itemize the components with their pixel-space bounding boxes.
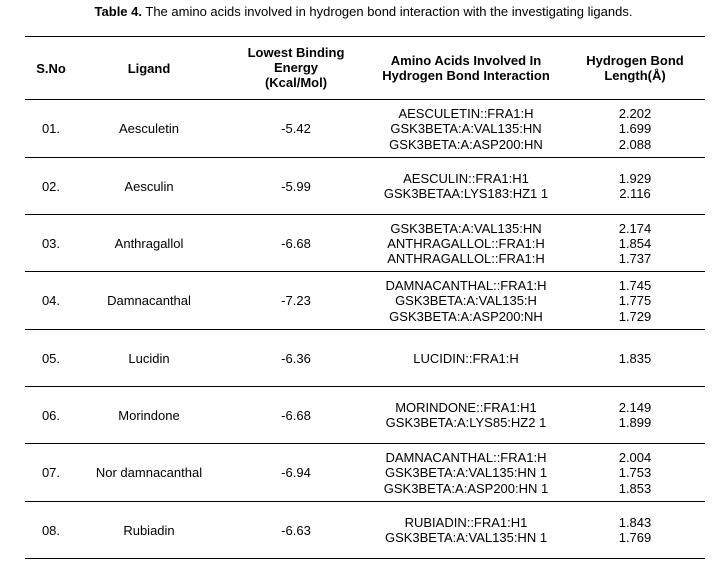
cell-energy-line: -5.99 xyxy=(281,178,311,194)
cell-amino-line: GSK3BETA:A:VAL135:H xyxy=(395,293,537,309)
caption-label: Table 4. xyxy=(94,4,142,19)
cell-length-line: 1.835 xyxy=(618,350,652,366)
cell-sno-line: 03. xyxy=(41,235,61,251)
header-energy-line: Energy xyxy=(273,60,319,75)
cell-ligand-line: Lucidin xyxy=(128,350,170,366)
cell-length-line: 2.174 xyxy=(618,220,652,236)
cell-amino-line: GSK3BETA:A:VAL135:HN xyxy=(390,220,542,236)
cell-length-line: 2.202 xyxy=(618,106,652,122)
table-caption xyxy=(0,4,727,20)
cell-sno-line: 02. xyxy=(41,178,61,194)
cell-amino-line: GSK3BETAA:LYS183:HZ1 1 xyxy=(383,186,549,202)
cell-sno xyxy=(25,179,77,194)
cell-amino-line: GSK3BETA:A:VAL135:HN 1 xyxy=(384,530,548,546)
cell-ligand-line: Aesculetin xyxy=(119,121,179,137)
header-amino-line: Amino Acids Involved In xyxy=(390,53,542,68)
cell-amino-line: GSK3BETA:A:ASP200:HN 1 xyxy=(383,480,549,496)
cell-amino-line: LUCIDIN::FRA1:H xyxy=(413,350,519,366)
cell-length-line: 1.737 xyxy=(618,251,652,267)
cell-length-line: 2.088 xyxy=(618,136,652,152)
header-length-line: Hydrogen Bond xyxy=(586,53,684,68)
cell-sno xyxy=(25,293,77,308)
cell-energy-line: -7.23 xyxy=(281,293,311,309)
cell-sno xyxy=(25,465,77,480)
cell-energy xyxy=(232,351,360,366)
cell-energy xyxy=(232,293,360,308)
cell-amino xyxy=(362,278,570,324)
cell-length xyxy=(570,221,700,267)
cell-ligand xyxy=(84,236,214,251)
header-energy xyxy=(232,45,360,90)
cell-sno xyxy=(25,351,77,366)
header-energy-line: Lowest Binding xyxy=(247,45,345,60)
cell-ligand xyxy=(84,179,214,194)
cell-sno-line: 04. xyxy=(41,293,61,309)
cell-length xyxy=(570,278,700,324)
cell-length-line: 2.004 xyxy=(618,450,652,466)
cell-length xyxy=(570,400,700,431)
cell-energy xyxy=(232,236,360,251)
header-length xyxy=(570,53,700,83)
cell-ligand xyxy=(84,121,214,136)
header-bottom-rule xyxy=(25,99,705,100)
cell-amino xyxy=(362,351,570,366)
cell-length-line: 1.699 xyxy=(618,121,652,137)
cell-length-line: 1.729 xyxy=(618,308,652,324)
row-divider xyxy=(25,271,705,272)
cell-length-line: 1.753 xyxy=(618,465,652,481)
cell-amino-line: GSK3BETA:A:VAL135:HN 1 xyxy=(384,465,548,481)
cell-ligand-line: Damnacanthal xyxy=(107,293,191,309)
row-divider xyxy=(25,558,705,559)
cell-energy xyxy=(232,179,360,194)
cell-ligand xyxy=(84,465,214,480)
cell-ligand-line: Nor damnacanthal xyxy=(95,465,203,481)
cell-amino-line: AESCULETIN::FRA1:H xyxy=(398,106,534,122)
cell-ligand xyxy=(84,351,214,366)
cell-length-line: 1.769 xyxy=(618,530,652,546)
cell-length xyxy=(570,515,700,546)
cell-length xyxy=(570,351,700,366)
row-divider xyxy=(25,214,705,215)
cell-sno xyxy=(25,523,77,538)
cell-amino xyxy=(362,106,570,152)
cell-sno xyxy=(25,121,77,136)
cell-length-line: 1.853 xyxy=(618,480,652,496)
row-divider xyxy=(25,329,705,330)
cell-length xyxy=(570,450,700,496)
cell-amino xyxy=(362,515,570,546)
cell-energy-line: -6.68 xyxy=(281,407,311,423)
cell-sno xyxy=(25,408,77,423)
cell-amino-line: ANTHRAGALLOL::FRA1:H xyxy=(387,251,545,267)
row-divider xyxy=(25,501,705,502)
cell-energy-line: -6.36 xyxy=(281,350,311,366)
cell-ligand-line: Anthragallol xyxy=(114,235,184,251)
cell-length xyxy=(570,106,700,152)
cell-length xyxy=(570,171,700,202)
cell-sno-line: 06. xyxy=(41,407,61,423)
cell-sno-line: 05. xyxy=(41,350,61,366)
cell-ligand-line: Aesculin xyxy=(124,178,174,194)
cell-amino-line: ANTHRAGALLOL::FRA1:H xyxy=(387,235,545,251)
cell-length-line: 1.843 xyxy=(618,515,652,531)
cell-sno-line: 01. xyxy=(41,121,61,137)
cell-energy-line: -6.94 xyxy=(281,465,311,481)
cell-sno-line: 07. xyxy=(41,465,61,481)
cell-amino-line: GSK3BETA:A:LYS85:HZ2 1 xyxy=(385,415,547,431)
cell-amino-line: AESCULIN::FRA1:H1 xyxy=(403,171,529,187)
cell-amino-line: RUBIADIN::FRA1:H1 xyxy=(404,515,528,531)
header-length-line: Length(Å) xyxy=(604,68,666,83)
cell-energy xyxy=(232,408,360,423)
cell-energy xyxy=(232,523,360,538)
cell-amino-line: DAMNACANTHAL::FRA1:H xyxy=(385,450,547,466)
cell-amino-line: GSK3BETA:A:VAL135:HN xyxy=(390,121,542,137)
cell-length-line: 1.745 xyxy=(618,278,652,294)
cell-energy-line: -6.68 xyxy=(281,235,311,251)
cell-amino xyxy=(362,171,570,202)
cell-energy xyxy=(232,465,360,480)
row-divider xyxy=(25,386,705,387)
header-amino xyxy=(362,53,570,83)
cell-amino-line: GSK3BETA:A:ASP200:NH xyxy=(389,308,543,324)
cell-length-line: 1.775 xyxy=(618,293,652,309)
cell-amino-line: MORINDONE::FRA1:H1 xyxy=(395,400,537,416)
cell-energy xyxy=(232,121,360,136)
cell-sno-line: 08. xyxy=(41,522,61,538)
cell-energy-line: -6.63 xyxy=(281,522,311,538)
cell-length-line: 1.899 xyxy=(618,415,652,431)
header-sno: S.No xyxy=(36,61,66,76)
cell-length-line: 1.854 xyxy=(618,235,652,251)
cell-length-line: 2.149 xyxy=(618,400,652,416)
cell-length-line: 1.929 xyxy=(618,171,652,187)
cell-amino xyxy=(362,221,570,267)
cell-ligand xyxy=(84,523,214,538)
row-divider xyxy=(25,443,705,444)
cell-ligand-line: Rubiadin xyxy=(123,522,175,538)
cell-length-line: 2.116 xyxy=(619,186,651,202)
cell-sno xyxy=(25,236,77,251)
cell-ligand xyxy=(84,408,214,423)
caption-text: The amino acids involved in hydrogen bond interaction with the investigating ligands. xyxy=(142,4,633,19)
header-amino-line: Hydrogen Bond Interaction xyxy=(382,68,550,83)
cell-amino-line: DAMNACANTHAL::FRA1:H xyxy=(385,278,547,294)
cell-amino-line: GSK3BETA:A:ASP200:HN xyxy=(389,136,543,152)
table-top-rule xyxy=(25,36,705,37)
header-ligand: Ligand xyxy=(127,61,171,76)
cell-ligand-line: Morindone xyxy=(118,407,180,423)
cell-ligand xyxy=(84,293,214,308)
cell-amino xyxy=(362,400,570,431)
header-energy-line: (Kcal/Mol) xyxy=(264,75,328,90)
cell-amino xyxy=(362,450,570,496)
cell-energy-line: -5.42 xyxy=(281,121,311,137)
row-divider xyxy=(25,157,705,158)
